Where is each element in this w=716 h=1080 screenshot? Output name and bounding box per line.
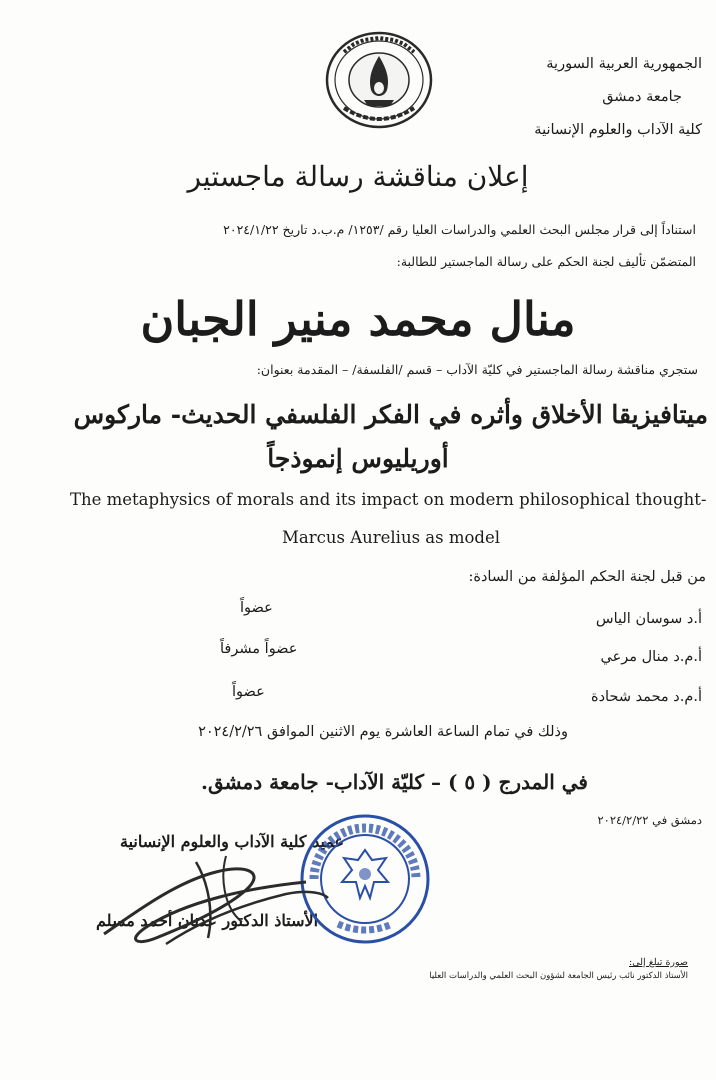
- committee-member-name: أ.م.د محمد شحادة: [590, 689, 702, 705]
- university-seal-icon: [324, 30, 434, 130]
- cc-line: الأستاذ الدكتور نائب رئيس الجامعة لشؤون البحث العلمي والدراسات العليا: [429, 971, 688, 981]
- committee-intro: من قبل لجنة الحكم المؤلفة من السادة:: [468, 569, 706, 585]
- header-republic: الجمهورية العربية السورية: [546, 56, 702, 72]
- committee-member-role: عضواً: [240, 600, 273, 616]
- header-university: جامعة دمشق: [602, 89, 682, 105]
- date-line: دمشق في ٢٠٢٤/٢/٢٢: [597, 813, 702, 827]
- dean-title: عميد كلية الآداب والعلوم الإنسانية: [120, 832, 345, 851]
- cc-title: صورة تبلغ إلى:: [629, 957, 688, 968]
- announcement-title: إعلان مناقشة رسالة ماجستير: [187, 160, 529, 193]
- signature-icon: [96, 842, 336, 952]
- committee-member-name: أ.د سوسان الياس: [595, 611, 702, 627]
- decision-reference: استناداً إلى قرار مجلس البحث العلمي والدراسات العليا رقم /١٢٥٣/ م.ب.د تاريخ ٢٠٢٤/١/٢٢: [223, 222, 696, 237]
- thesis-title-en-line2: Marcus Aurelius as model: [282, 528, 501, 547]
- thesis-title-ar-line2: أوريليوس إنموذجاً: [267, 444, 449, 473]
- schedule-line: وذلك في تمام الساعة العاشرة يوم الاثنين الموافق ٢٠٢٤/٢/٢٦: [198, 724, 568, 740]
- thesis-title-en-line1: The metaphysics of morals and its impact on modern philosophical thought-: [70, 490, 707, 509]
- thesis-title-ar-line1: ميتافيزيقا الأخلاق وأثره في الفكر الفلسفي الحديث- ماركوس: [73, 400, 708, 429]
- committee-member-role: عضواً مشرفاً: [220, 641, 298, 657]
- location-line: في المدرج ( ٥ ) – كليّة الآداب- جامعة دمشق.: [201, 770, 588, 794]
- committee-member-name: أ.م.د منال مرعي: [600, 649, 702, 665]
- dean-name: الأستاذ الدكتور عدنان أحمد مسلم: [96, 911, 319, 930]
- discussion-line: ستجري مناقشة رسالة الماجستير في كليّة الآداب – قسم /الفلسفة/ – المقدمة بعنوان:: [256, 362, 698, 377]
- header-faculty: كلية الآداب والعلوم الإنسانية: [534, 122, 702, 138]
- committee-member-role: عضواً: [232, 684, 265, 700]
- student-name: منال محمد منير الجبان: [140, 292, 576, 346]
- committee-note: المتضمّن تأليف لجنة الحكم على رسالة الماجستير للطالبة:: [396, 254, 696, 269]
